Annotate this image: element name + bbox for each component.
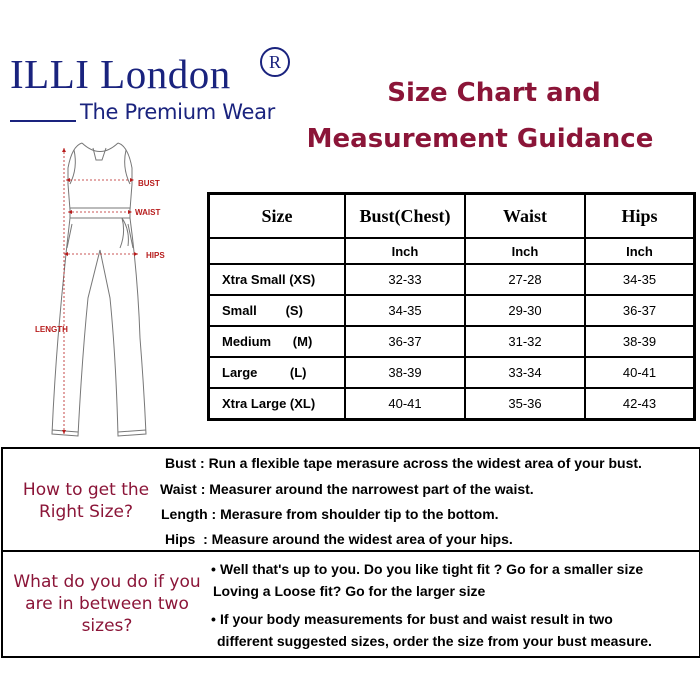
unit-cell: Inch — [585, 238, 695, 264]
bullet-icon: • — [211, 611, 216, 627]
bullet-item — [211, 558, 643, 602]
waist-cell: 27-28 — [465, 264, 585, 295]
hips-cell: 38-39 — [585, 326, 695, 357]
definition-waist — [160, 481, 534, 497]
table-row — [209, 388, 695, 420]
waist-label: WAIST — [135, 208, 161, 217]
definition-hips — [165, 531, 513, 547]
hips-label: HIPS — [146, 251, 165, 260]
registered-mark: R — [260, 47, 290, 77]
bullet-text: different suggested sizes, order the size from your bust measure. — [217, 633, 652, 649]
definition-text: Measure around the widest area of your hips. — [211, 531, 513, 547]
bullet-text: If your body measurements for bust and waist result in two — [220, 611, 613, 627]
definition-text: Run a flexible tape merasure across the widest area of your bust. — [208, 455, 642, 471]
table-row — [209, 357, 695, 388]
header-size: Size — [209, 194, 346, 239]
title-line-2: Measurement Guidance — [306, 124, 654, 154]
definition-term: Length : — [161, 506, 217, 522]
size-cell: Xtra Small (XS) — [209, 264, 346, 295]
title-line-1: Size Chart and — [387, 78, 601, 108]
header-bust: Bust(Chest) — [345, 194, 465, 239]
brand-tagline: The Premium Wear — [80, 100, 276, 124]
size-cell: Small (S) — [209, 295, 346, 326]
units-row — [209, 238, 695, 264]
hips-cell: 40-41 — [585, 357, 695, 388]
brand-logo — [10, 50, 300, 130]
jumpsuit-diagram — [30, 138, 180, 443]
bust-cell: 36-37 — [345, 326, 465, 357]
definition-term: Hips : — [165, 531, 208, 547]
waist-cell: 33-34 — [465, 357, 585, 388]
header-hips: Hips — [585, 194, 695, 239]
size-cell: Large (L) — [209, 357, 346, 388]
definition-bust — [165, 455, 642, 471]
table-row — [209, 295, 695, 326]
page-title — [280, 78, 680, 154]
bust-cell: 40-41 — [345, 388, 465, 420]
definition-text: Merasure from shoulder tip to the bottom. — [220, 506, 499, 522]
measure-arrowheads — [62, 148, 138, 434]
brand-underline — [10, 120, 76, 122]
unit-cell — [209, 238, 346, 264]
hips-cell: 42-43 — [585, 388, 695, 420]
guidance-divider — [3, 550, 699, 552]
bust-cell: 34-35 — [345, 295, 465, 326]
table-row — [209, 326, 695, 357]
header-waist: Waist — [465, 194, 585, 239]
jumpsuit-outline — [52, 143, 146, 436]
hips-cell: 34-35 — [585, 264, 695, 295]
size-cell: Xtra Large (XL) — [209, 388, 346, 420]
definition-length — [161, 506, 499, 522]
definition-term: Waist : — [160, 481, 206, 497]
hips-cell: 36-37 — [585, 295, 695, 326]
measure-lines — [64, 148, 138, 434]
bullet-text: Well that's up to you. Do you like tight fit ? Go for a smaller size — [220, 561, 644, 577]
brand-name: ILLI London — [10, 51, 231, 97]
guidance-box — [1, 447, 700, 658]
unit-cell: Inch — [345, 238, 465, 264]
definition-term: Bust : — [165, 455, 205, 471]
table-row — [209, 264, 695, 295]
unit-cell: Inch — [465, 238, 585, 264]
waist-cell: 35-36 — [465, 388, 585, 420]
waist-cell: 29-30 — [465, 295, 585, 326]
size-cell: Medium (M) — [209, 326, 346, 357]
bullet-icon: • — [211, 561, 216, 577]
size-chart-table — [207, 192, 696, 421]
bust-label: BUST — [138, 179, 160, 188]
question-right-size: How to get the Right Size? — [22, 480, 150, 522]
definition-text: Measurer around the narrowest part of the waist. — [209, 481, 534, 497]
waist-cell: 31-32 — [465, 326, 585, 357]
bust-cell: 38-39 — [345, 357, 465, 388]
question-in-between: What do you do if you are in between two sizes? — [13, 572, 201, 636]
length-label: LENGTH — [35, 325, 68, 334]
bullet-text: Loving a Loose fit? Go for the larger size — [213, 583, 486, 599]
bust-cell: 32-33 — [345, 264, 465, 295]
table-header-row — [209, 194, 695, 239]
bullet-item — [211, 608, 652, 652]
